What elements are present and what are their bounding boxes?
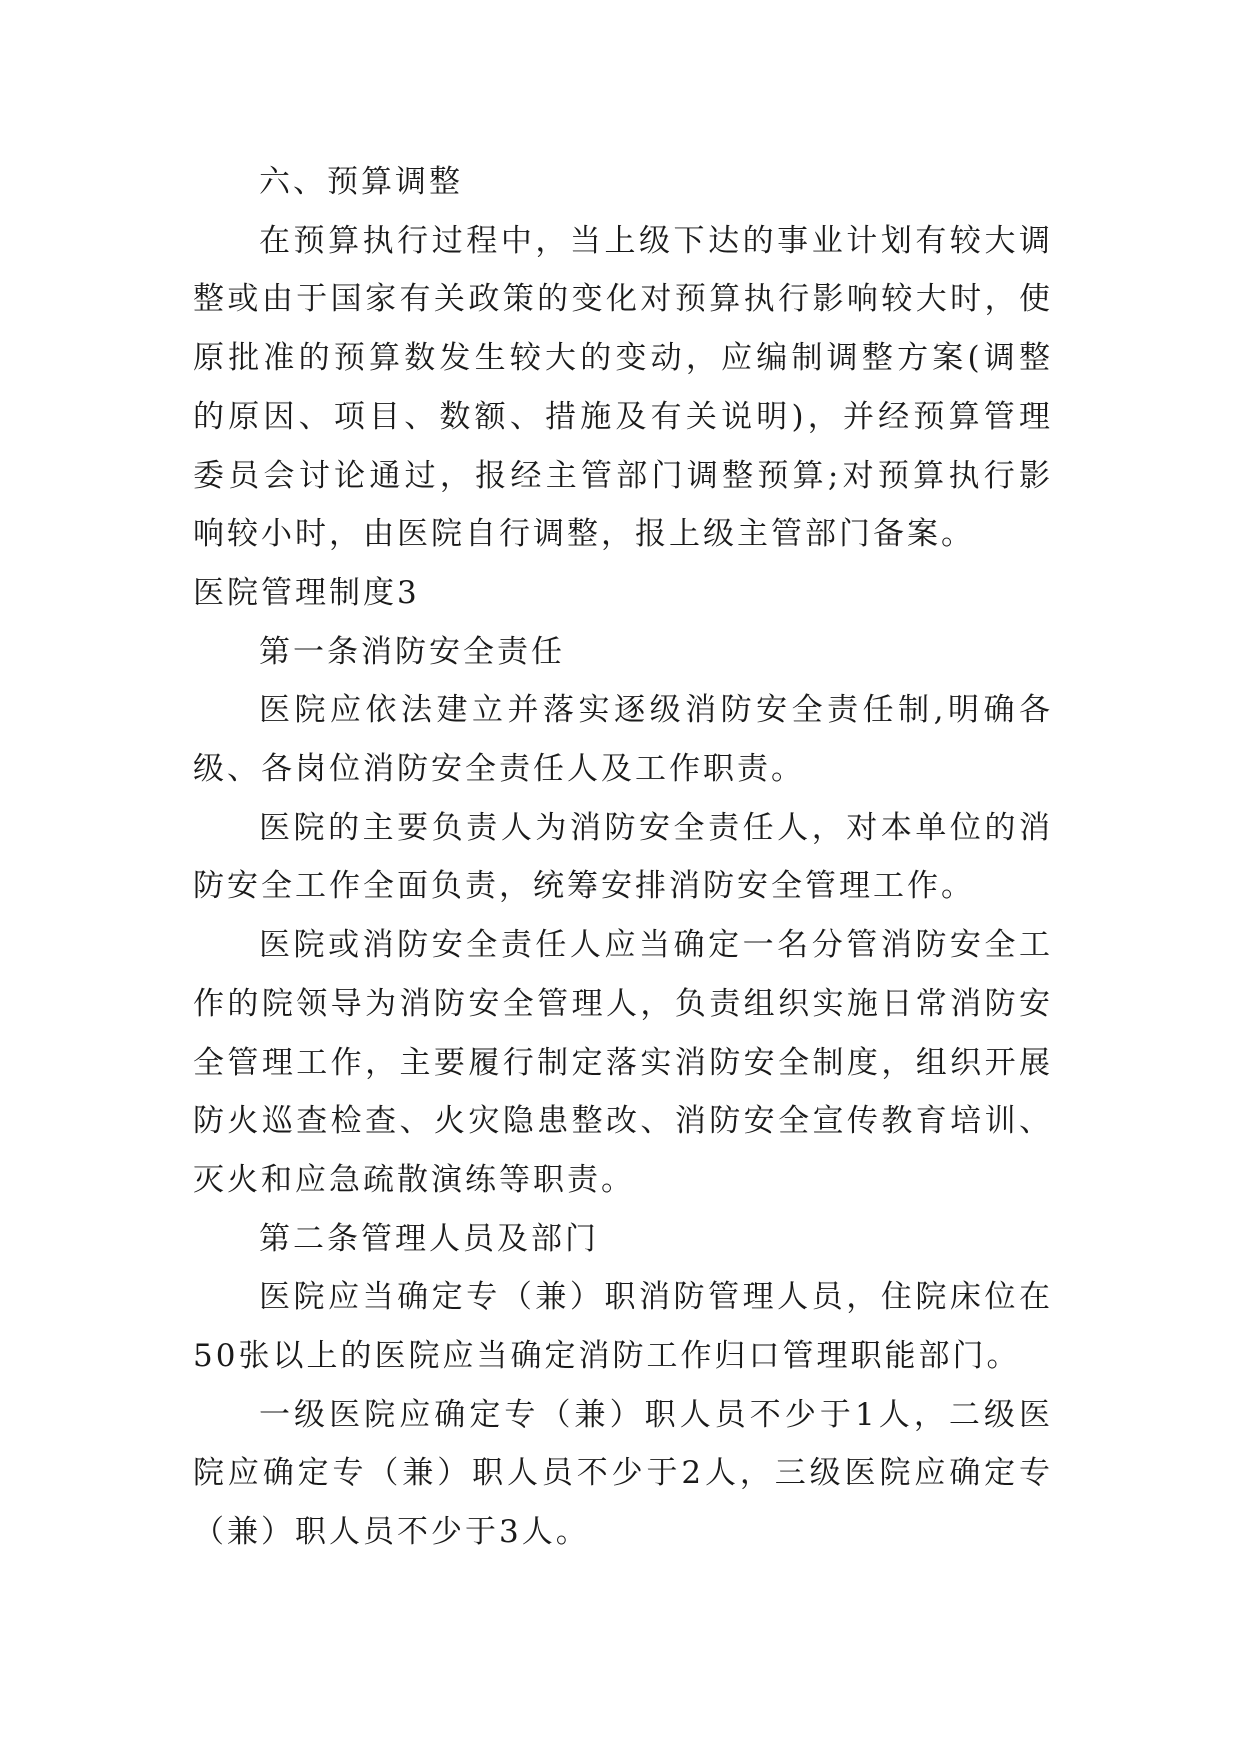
paragraph-management-staff: 医院应当确定专（兼）职消防管理人员，住院床位在50张以上的医院应当确定消防工作归口管理职能部门。: [193, 1279, 1053, 1375]
paragraph-fire-responsibility-system: 医院应依法建立并落实逐级消防安全责任制,明确各级、各岗位消防安全责任人及工作职责。: [193, 692, 1053, 788]
document-body: [193, 153, 1053, 1562]
article-2-heading: 第二条管理人员及部门: [259, 1220, 599, 1257]
paragraph-main-responsible-person: 医院的主要负责人为消防安全责任人，对本单位的消防安全工作全面负责，统筹安排消防安全管理工作。: [193, 809, 1053, 905]
section-heading-budget-adjustment: 六、预算调整: [259, 164, 463, 200]
paragraph-budget-adjustment: 在预算执行过程中，当上级下达的事业计划有较大调整或由于国家有关政策的变化对预算执行影响较大时，使原批准的预算数发生较大的变动，应编制调整方案(调整的原因、项目、数额、措施及有关说明)，并经预算管理委员会讨论通过，报经主管部门调整预算;对预算执行影响较小时，由医院自行调整，报上级主管部门备案。: [193, 222, 1053, 553]
paragraph-staff-numbers-by-level: 一级医院应确定专（兼）职人员不少于1人，二级医院应确定专（兼）职人员不少于2人，三级医院应确定专（兼）职人员不少于3人。: [193, 1396, 1053, 1551]
article-1-heading: 第一条消防安全责任: [259, 633, 565, 670]
paragraph-safety-manager: 医院或消防安全责任人应当确定一名分管消防安全工作的院领导为消防安全管理人，负责组织实施日常消防安全管理工作，主要履行制定落实消防安全制度，组织开展防火巡查检查、火灾隐患整改、消防安全宣传教育培训、灭火和应急疏散演练等职责。: [193, 927, 1053, 1198]
document-title-hospital-system-3: 医院管理制度3: [193, 574, 420, 611]
